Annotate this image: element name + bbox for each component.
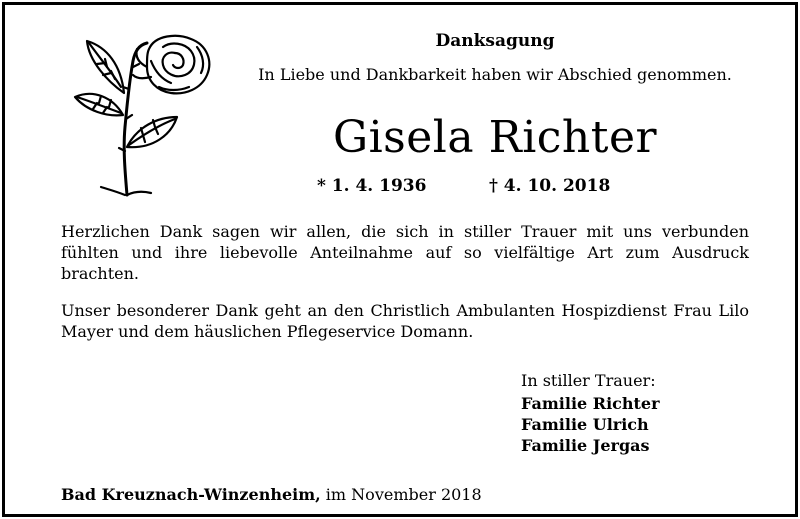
footer-date: im November 2018 <box>320 485 482 504</box>
thanks-text: Herzlichen Dank sagen wir allen, die sich in stiller Trauer mit uns verbunden fühlten und ihre liebevolle Anteilnahme auf so vielfältige Art zum Ausdruck brachten. <box>61 222 749 283</box>
family-name: Familie Ulrich <box>521 415 649 434</box>
deceased-name: Gisela Richter <box>332 112 658 163</box>
family-name: Familie Jergas <box>521 436 650 455</box>
family-list <box>521 393 660 456</box>
special-thanks-paragraph <box>61 300 749 342</box>
footer-place: Bad Kreuznach-Winzenheim, <box>61 485 321 504</box>
obituary-notice <box>2 2 798 517</box>
death-date: † 4. 10. 2018 <box>489 176 611 196</box>
footer-line <box>61 485 482 504</box>
thanks-paragraph <box>61 221 749 284</box>
mourners-label: In stiller Trauer: <box>521 371 656 390</box>
rose-icon <box>67 31 225 201</box>
notice-subtitle: In Liebe und Dankbarkeit haben wir Abschied genommen. <box>258 65 732 84</box>
notice-title: Danksagung <box>435 31 555 51</box>
birth-date: * 1. 4. 1936 <box>317 176 427 196</box>
special-thanks-text: Unser besonderer Dank geht an den Christlich Ambulanten Hospizdienst Frau Lilo Mayer und dem häuslichen Pflegeservice Domann. <box>61 301 749 341</box>
family-name: Familie Richter <box>521 394 660 413</box>
